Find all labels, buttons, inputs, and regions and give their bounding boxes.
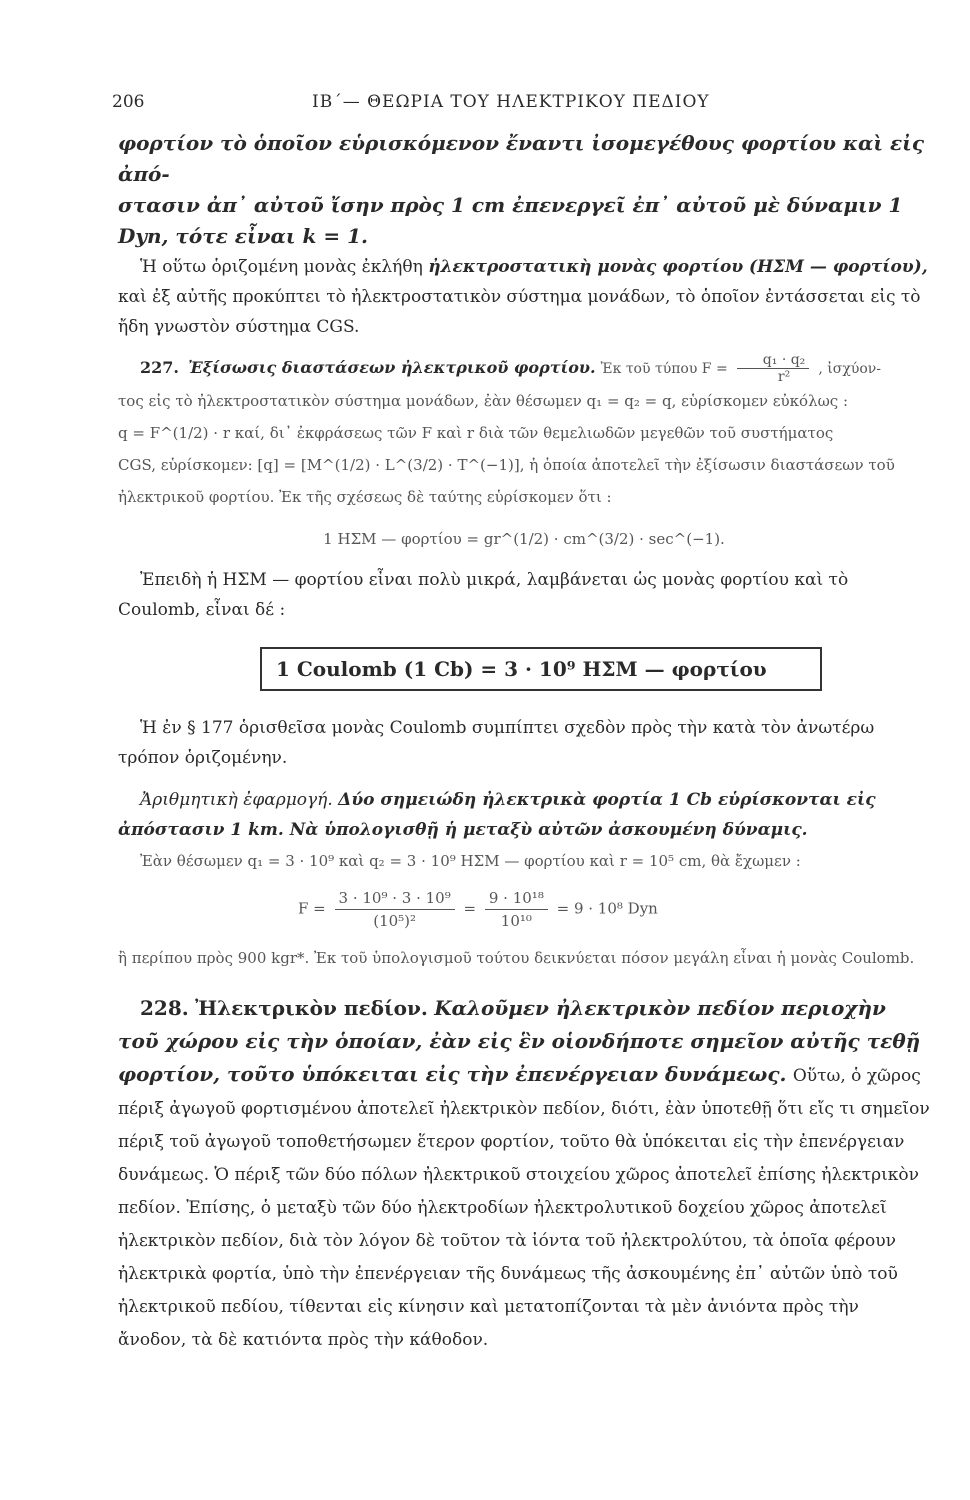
calc-fraction-2-den: 10¹⁰ (500, 912, 532, 930)
section-227-line4: CGS, εὑρίσκομεν: [q] = [M^(1/2) · L^(3/2) · T^(−1)], ἡ ὁποία ἀποτελεῖ τὴν ἐξίσωσιν διαστάσεων τοῦ (118, 456, 895, 474)
unit-lead: Ἡ οὕτω ὁριζομένη μονὰς ἐκλήθη (140, 257, 423, 277)
section-227-line3: q = F^(1/2) · r καί, δι᾽ ἐκφράσεως τῶν F καὶ r διὰ τῶν θεμελιωδῶν μεγεθῶν τοῦ συστήματος (118, 424, 834, 442)
section-227-text2: , ἰσχύον- (818, 361, 882, 377)
section-227-text1: Ἐκ τοῦ τύπου F = (600, 361, 728, 377)
calc-fraction-1 (335, 887, 455, 932)
section-227-formula: 1 ΗΣΜ — φορτίου = gr^(1/2) · cm^(3/2) · sec^(−1). (323, 530, 725, 548)
application-bold: Δύο σημειώδη ἠλεκτρικὰ φορτία 1 Cb εὑρίσκονται εἰς ἀπόστασιν 1 km. Νὰ ὑπολογισθῇ ἡ μεταξὺ αὐτῶν ἀσκουμένη δύναμις. (118, 790, 876, 840)
page-number: 206 (112, 92, 145, 112)
boxed-formula: 1 Coulomb (1 Cb) = 3 · 10⁹ ΗΣΜ — φορτίου (260, 647, 822, 691)
section-228-bold: Καλοῦμεν ἠλεκτρικὸν πεδίον περιοχὴν τοῦ χώρου εἰς τὴν ὁποίαν, ἐὰν εἰς ἓν οἱονδήποτε σημεῖον αὐτῆς τεθῇ φορτίον, τοῦτο ὑπόκειται εἰς τὴν ἐπενέργειαν δυνάμεως. (118, 996, 921, 1086)
calc-f-lead: F = (298, 899, 326, 918)
section-228-title: Ἠλεκτρικὸν πεδίον. (195, 996, 428, 1020)
intro-line-1: φορτίον τὸ ὁποῖον εὑρισκόμενον ἔναντι ἰσομεγέθους φορτίου καὶ εἰς ἀπό- (118, 131, 925, 186)
coulomb-fraction-den: r² (777, 369, 791, 385)
coulomb-fraction-num: q₁ · q₂ (737, 352, 810, 369)
section-227-heading (118, 352, 930, 385)
coulomb-paragraph: Ἐπειδὴ ἡ ΗΣΜ — φορτίου εἶναι πολὺ μικρά, λαμβάνεται ὡς μονὰς φορτίου καὶ τὸ Coulomb, εἶναι δέ : (118, 570, 849, 620)
after-box-paragraph: Ἡ ἐν § 177 ὁρισθεῖσα μονὰς Coulomb συμπίπτει σχεδὸν πρὸς τὴν κατὰ τὸν ἀνωτέρω τρόπον ὁριζομένην. (118, 718, 875, 768)
calc-fraction-2 (485, 887, 548, 932)
application-line: Ἐὰν θέσωμεν q₁ = 3 · 10⁹ καὶ q₂ = 3 · 10⁹ ΗΣΜ — φορτίου καὶ r = 10⁵ cm, θὰ ἔχωμεν : (140, 852, 801, 870)
intro-line-3: Dyn, τότε εἶναι k = 1. (118, 224, 368, 248)
page-body (118, 128, 930, 1355)
running-title: ΙΒ΄— ΘΕΩΡΙΑ ΤΟΥ ΗΛΕΚΤΡΙΚΟΥ ΠΕΔΙΟΥ (312, 92, 710, 112)
calc-fraction-1-num: 3 · 10⁹ · 3 · 10⁹ (335, 887, 455, 910)
page-header (112, 92, 930, 122)
section-228-rest: Οὕτω, ὁ χῶρος πέριξ ἀγωγοῦ φορτισμένου ἀποτελεῖ ἠλεκτρικὸν πεδίον, διότι, ἐὰν ὑποτεθῇ ὅτι εἴς τι σημεῖον πέριξ τοῦ ἀγωγοῦ τοποθετήσωμεν ἕτερον φορτίον, τοῦτο θὰ ὑπόκειται εἰς τὴν ἐπενέργειαν δυνάμεως. Ὁ πέριξ τῶν δύο πόλων ἠλεκτρικοῦ στοιχείου χῶρος ἀποτελεῖ ἐπίσης ἠλεκτρικὸν πεδίον. Ἐπίσης, ὁ μεταξὺ τῶν δύο ἠλεκτροδίων ἠλεκτρολυτικοῦ δοχείου χῶρος ἀποτελεῖ ἠλεκτρικὸν πεδίον, διὰ τὸν λόγον δὲ τοῦτον τὰ ἰόντα τοῦ ἠλεκτρολύτου, τὰ ὁποῖα φέρουν ἠλεκτρικὰ φορτία, ὑπὸ τὴν ἐπενέργειαν τῆς δυνάμεως τῆς ἀσκουμένης ἐπ᾽ αὐτῶν ὑπὸ τοῦ ἠλεκτρικοῦ πεδίου, τίθενται εἰς κίνησιν καὶ μετατοπίζονται τὰ μὲν ἀνιόντα πρὸς τὴν ἄνοδον, τὰ δὲ κατιόντα πρὸς τὴν κάθοδον. (118, 1066, 930, 1350)
calc-result: = 9 · 10⁸ Dyn (556, 899, 658, 918)
section-227-number: 227. (140, 358, 179, 377)
calc-fraction-1-den: (10⁵)² (373, 912, 417, 930)
calc-fraction-2-num: 9 · 10¹⁸ (485, 887, 548, 910)
calc-equals: = (463, 899, 477, 918)
section-228-number: 228. (140, 996, 189, 1020)
section-227-title: Ἐξίσωσις διαστάσεων ἠλεκτρικοῦ φορτίου. (188, 358, 596, 377)
application-calc (298, 887, 930, 932)
unit-rest: καὶ ἐξ αὐτῆς προκύπτει τὸ ἠλεκτροστατικὸν σύστημα μονάδων, τὸ ὁποῖον ἐντάσσεται εἰς τὸ ἤδη γνωστὸν σύστημα CGS. (118, 287, 921, 337)
application-paragraph (118, 785, 930, 845)
intro-line-2: στασιν ἀπ᾽ αὐτοῦ ἴσην πρὸς 1 cm ἐπενεργεῖ ἐπ᾽ αὐτοῦ μὲ δύναμιν 1 (118, 193, 903, 217)
application-lead: Ἀριθμητικὴ ἐφαρμογή. (140, 790, 333, 810)
application-tail: ἢ περίπου πρὸς 900 kgr*. Ἐκ τοῦ ὑπολογισμοῦ τούτου δεικνύεται πόσον μεγάλη εἶναι ἡ μονὰς Coulomb. (118, 949, 915, 967)
unit-bold: ἠλεκτροστατικὴ μονὰς φορτίου (ΗΣΜ — φορτίου), (428, 257, 928, 277)
section-227-line2: τος εἰς τὸ ἠλεκτροστατικὸν σύστημα μονάδων, ἐὰν θέσωμεν q₁ = q₂ = q, εὑρίσκομεν εὐκόλως : (118, 392, 849, 410)
section-227-line5: ἠλεκτρικοῦ φορτίου. Ἐκ τῆς σχέσεως δὲ ταύτης εὑρίσκομεν ὅτι : (118, 488, 612, 506)
unit-paragraph (118, 252, 930, 342)
coulomb-fraction (737, 352, 810, 385)
section-228-paragraph (118, 992, 930, 1355)
